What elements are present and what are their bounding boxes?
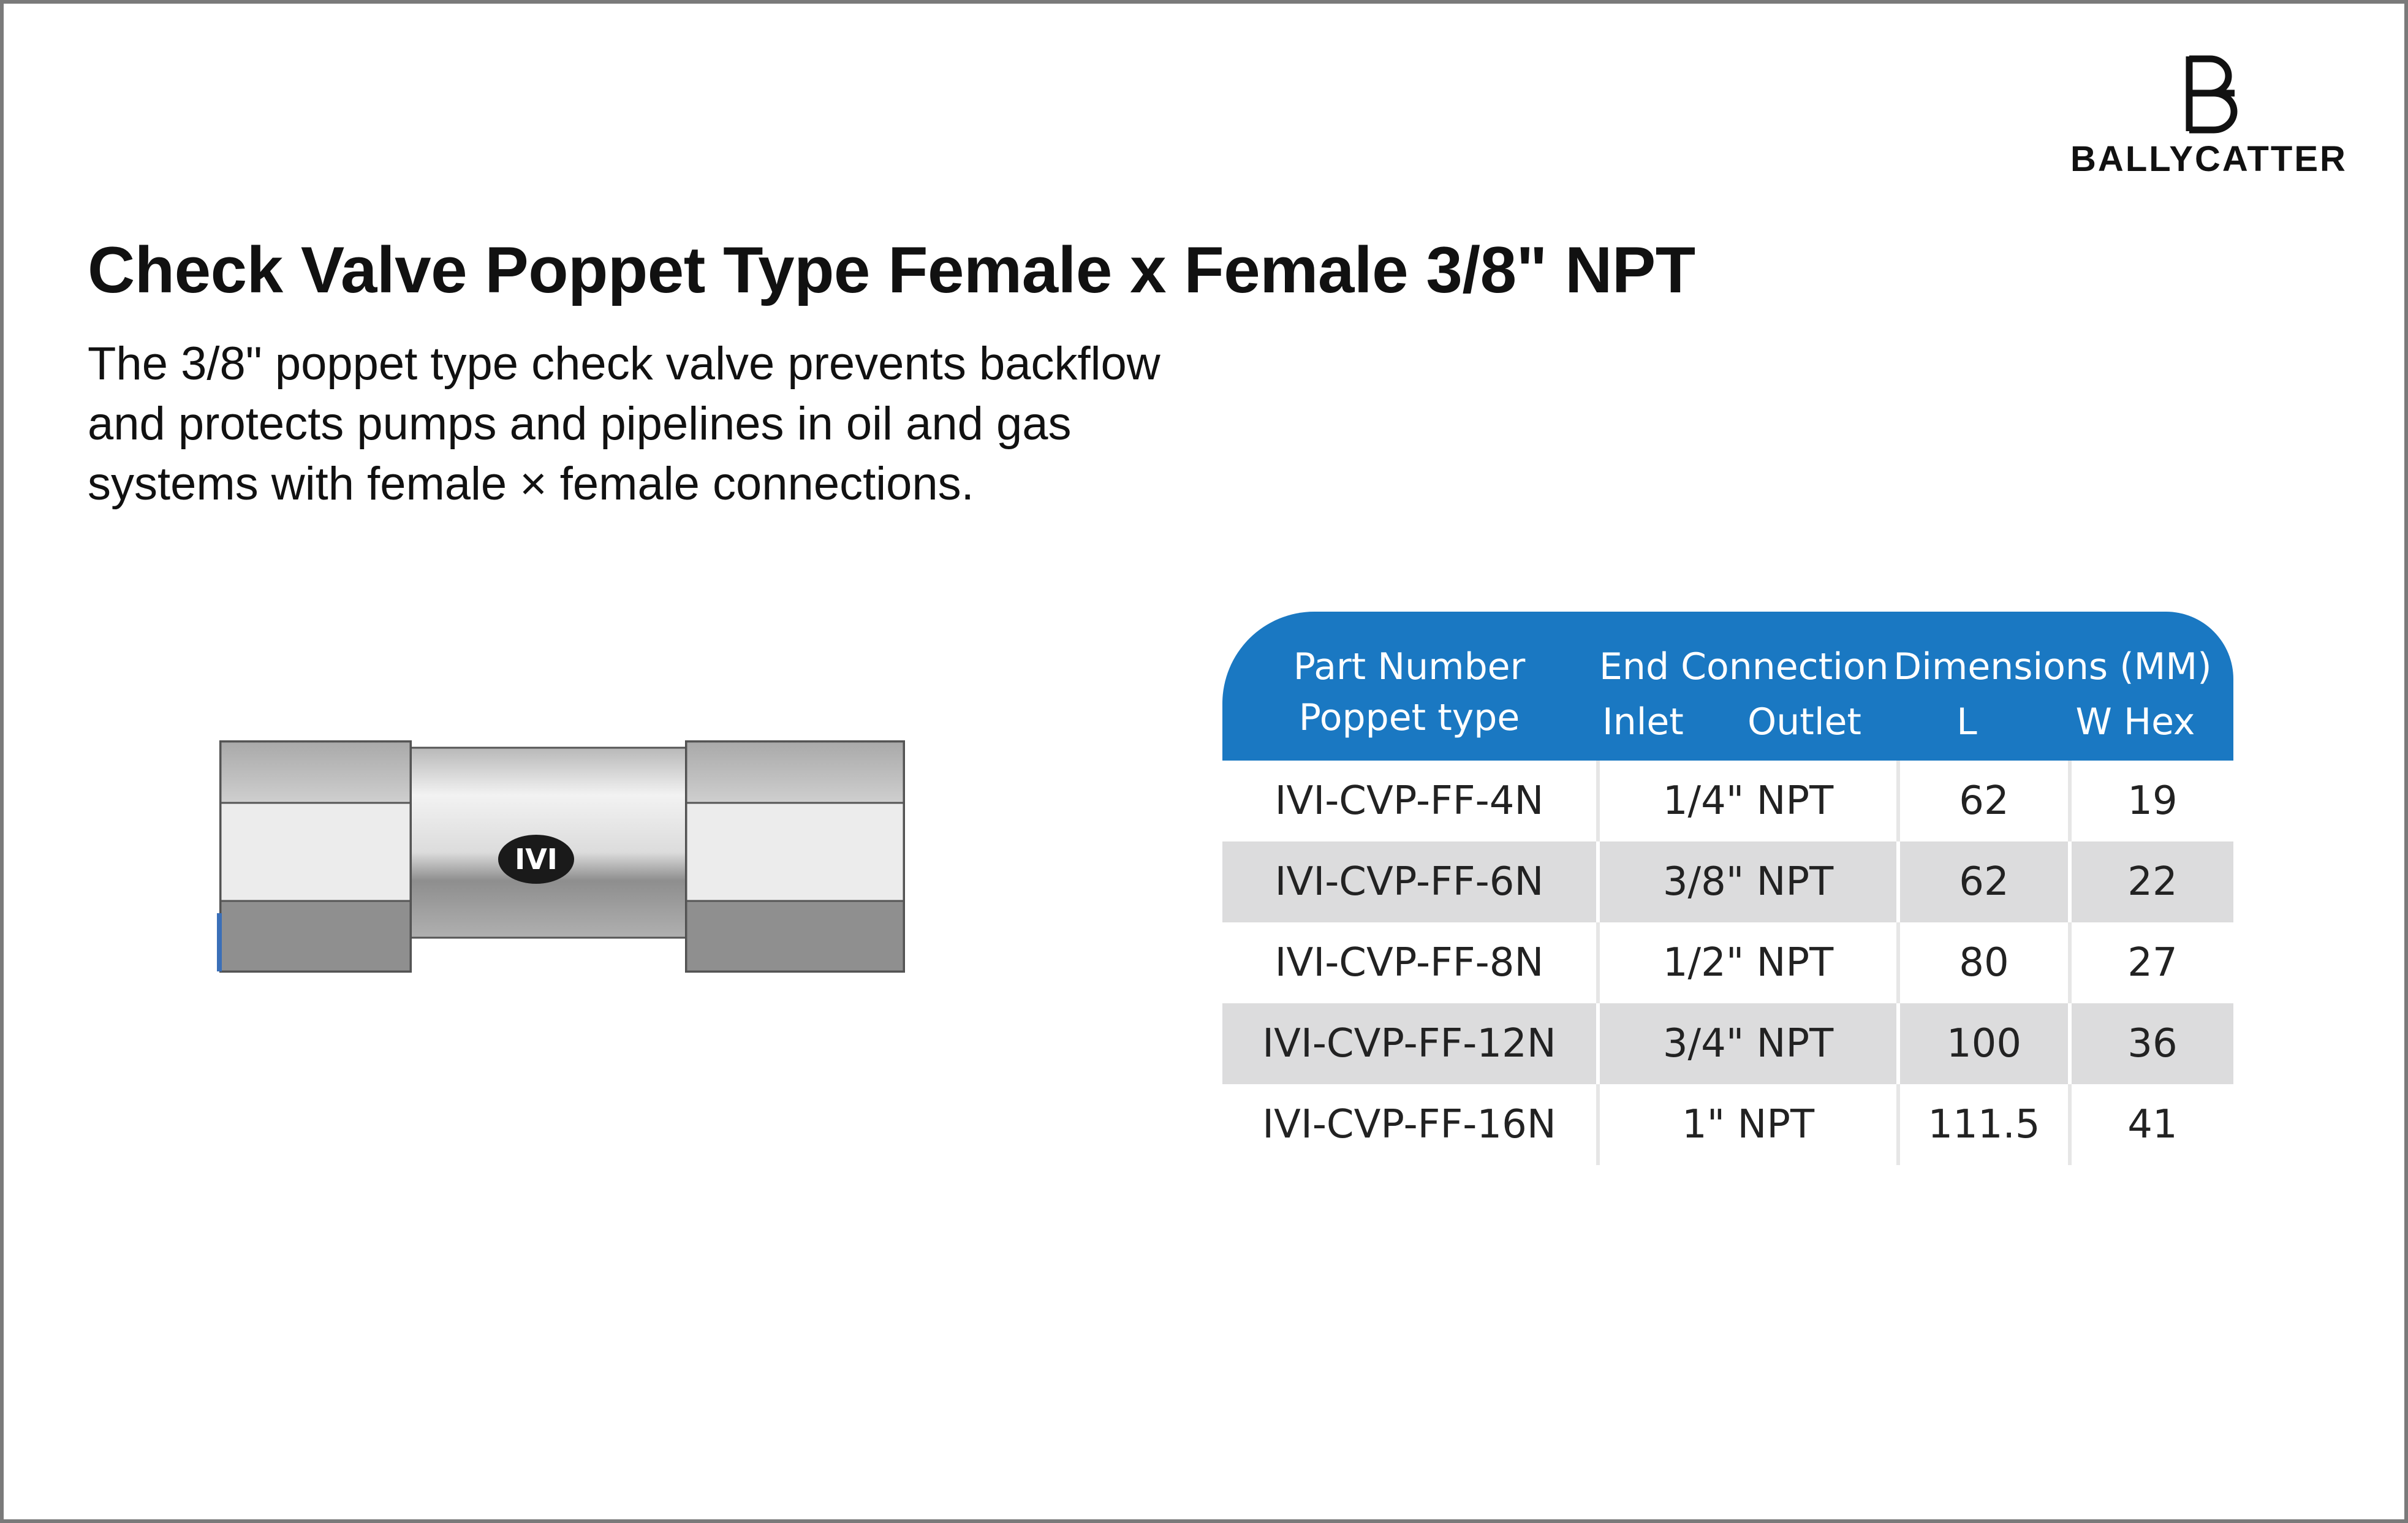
cell-end-connection: 1/2" NPT xyxy=(1596,922,1896,1003)
description-line: and protects pumps and pipelines in oil and gas xyxy=(88,398,1072,450)
table-row xyxy=(1222,1084,2233,1165)
cell-part-number: IVI-CVP-FF-16N xyxy=(1262,1102,1556,1147)
page-title: Check Valve Poppet Type Female x Female 3/8" NPT xyxy=(88,233,1695,306)
cell-l: 111.5 xyxy=(1896,1084,2068,1165)
cell-w-hex: 36 xyxy=(2068,1003,2233,1084)
cell-part-number: IVI-CVP-FF-8N xyxy=(1274,940,1544,986)
cell-w-hex: 22 xyxy=(2068,841,2233,922)
table-row xyxy=(1222,1003,2233,1084)
ballycatter-b-logo-icon xyxy=(2178,54,2246,134)
cell-end-connection: 1/4" NPT xyxy=(1596,761,1896,841)
header-part-number: Part Number xyxy=(1293,645,1526,688)
header-end-connection: End Connection xyxy=(1599,645,1889,688)
cell-end-connection: 1" NPT xyxy=(1596,1084,1896,1165)
cell-part-number: IVI-CVP-FF-12N xyxy=(1262,1021,1556,1066)
header-l: L xyxy=(1956,701,1977,743)
cell-l: 80 xyxy=(1896,922,2068,1003)
header-inlet: Inlet xyxy=(1602,701,1684,743)
header-w-hex: W Hex xyxy=(2075,701,2195,743)
brand-name: BALLYCATTER xyxy=(2070,139,2347,179)
cell-l: 62 xyxy=(1896,841,2068,922)
cell-w-hex: 19 xyxy=(2068,761,2233,841)
header-dimensions: Dimensions (MM) xyxy=(1893,645,2212,688)
table-row xyxy=(1222,841,2233,922)
description-line: The 3/8" poppet type check valve prevents backflow xyxy=(88,338,1160,390)
header-outlet: Outlet xyxy=(1747,701,1861,743)
cell-part-number: IVI-CVP-FF-4N xyxy=(1274,778,1544,824)
table-row xyxy=(1222,761,2233,841)
valve-marking: IVI xyxy=(515,843,558,876)
brand-logo xyxy=(2050,54,2368,183)
cell-part-number: IVI-CVP-FF-6N xyxy=(1274,859,1544,905)
cell-l: 62 xyxy=(1896,761,2068,841)
table-header xyxy=(1222,612,2233,761)
cell-l: 100 xyxy=(1896,1003,2068,1084)
cell-end-connection: 3/4" NPT xyxy=(1596,1003,1896,1084)
header-poppet-type: Poppet type xyxy=(1298,696,1520,739)
cell-w-hex: 27 xyxy=(2068,922,2233,1003)
description-line: systems with female × female connections. xyxy=(88,458,974,510)
spec-table xyxy=(1222,612,2233,1165)
product-description xyxy=(88,334,1264,514)
cell-w-hex: 41 xyxy=(2068,1084,2233,1165)
table-row xyxy=(1222,922,2233,1003)
cell-end-connection: 3/8" NPT xyxy=(1596,841,1896,922)
check-valve-image xyxy=(208,729,913,987)
